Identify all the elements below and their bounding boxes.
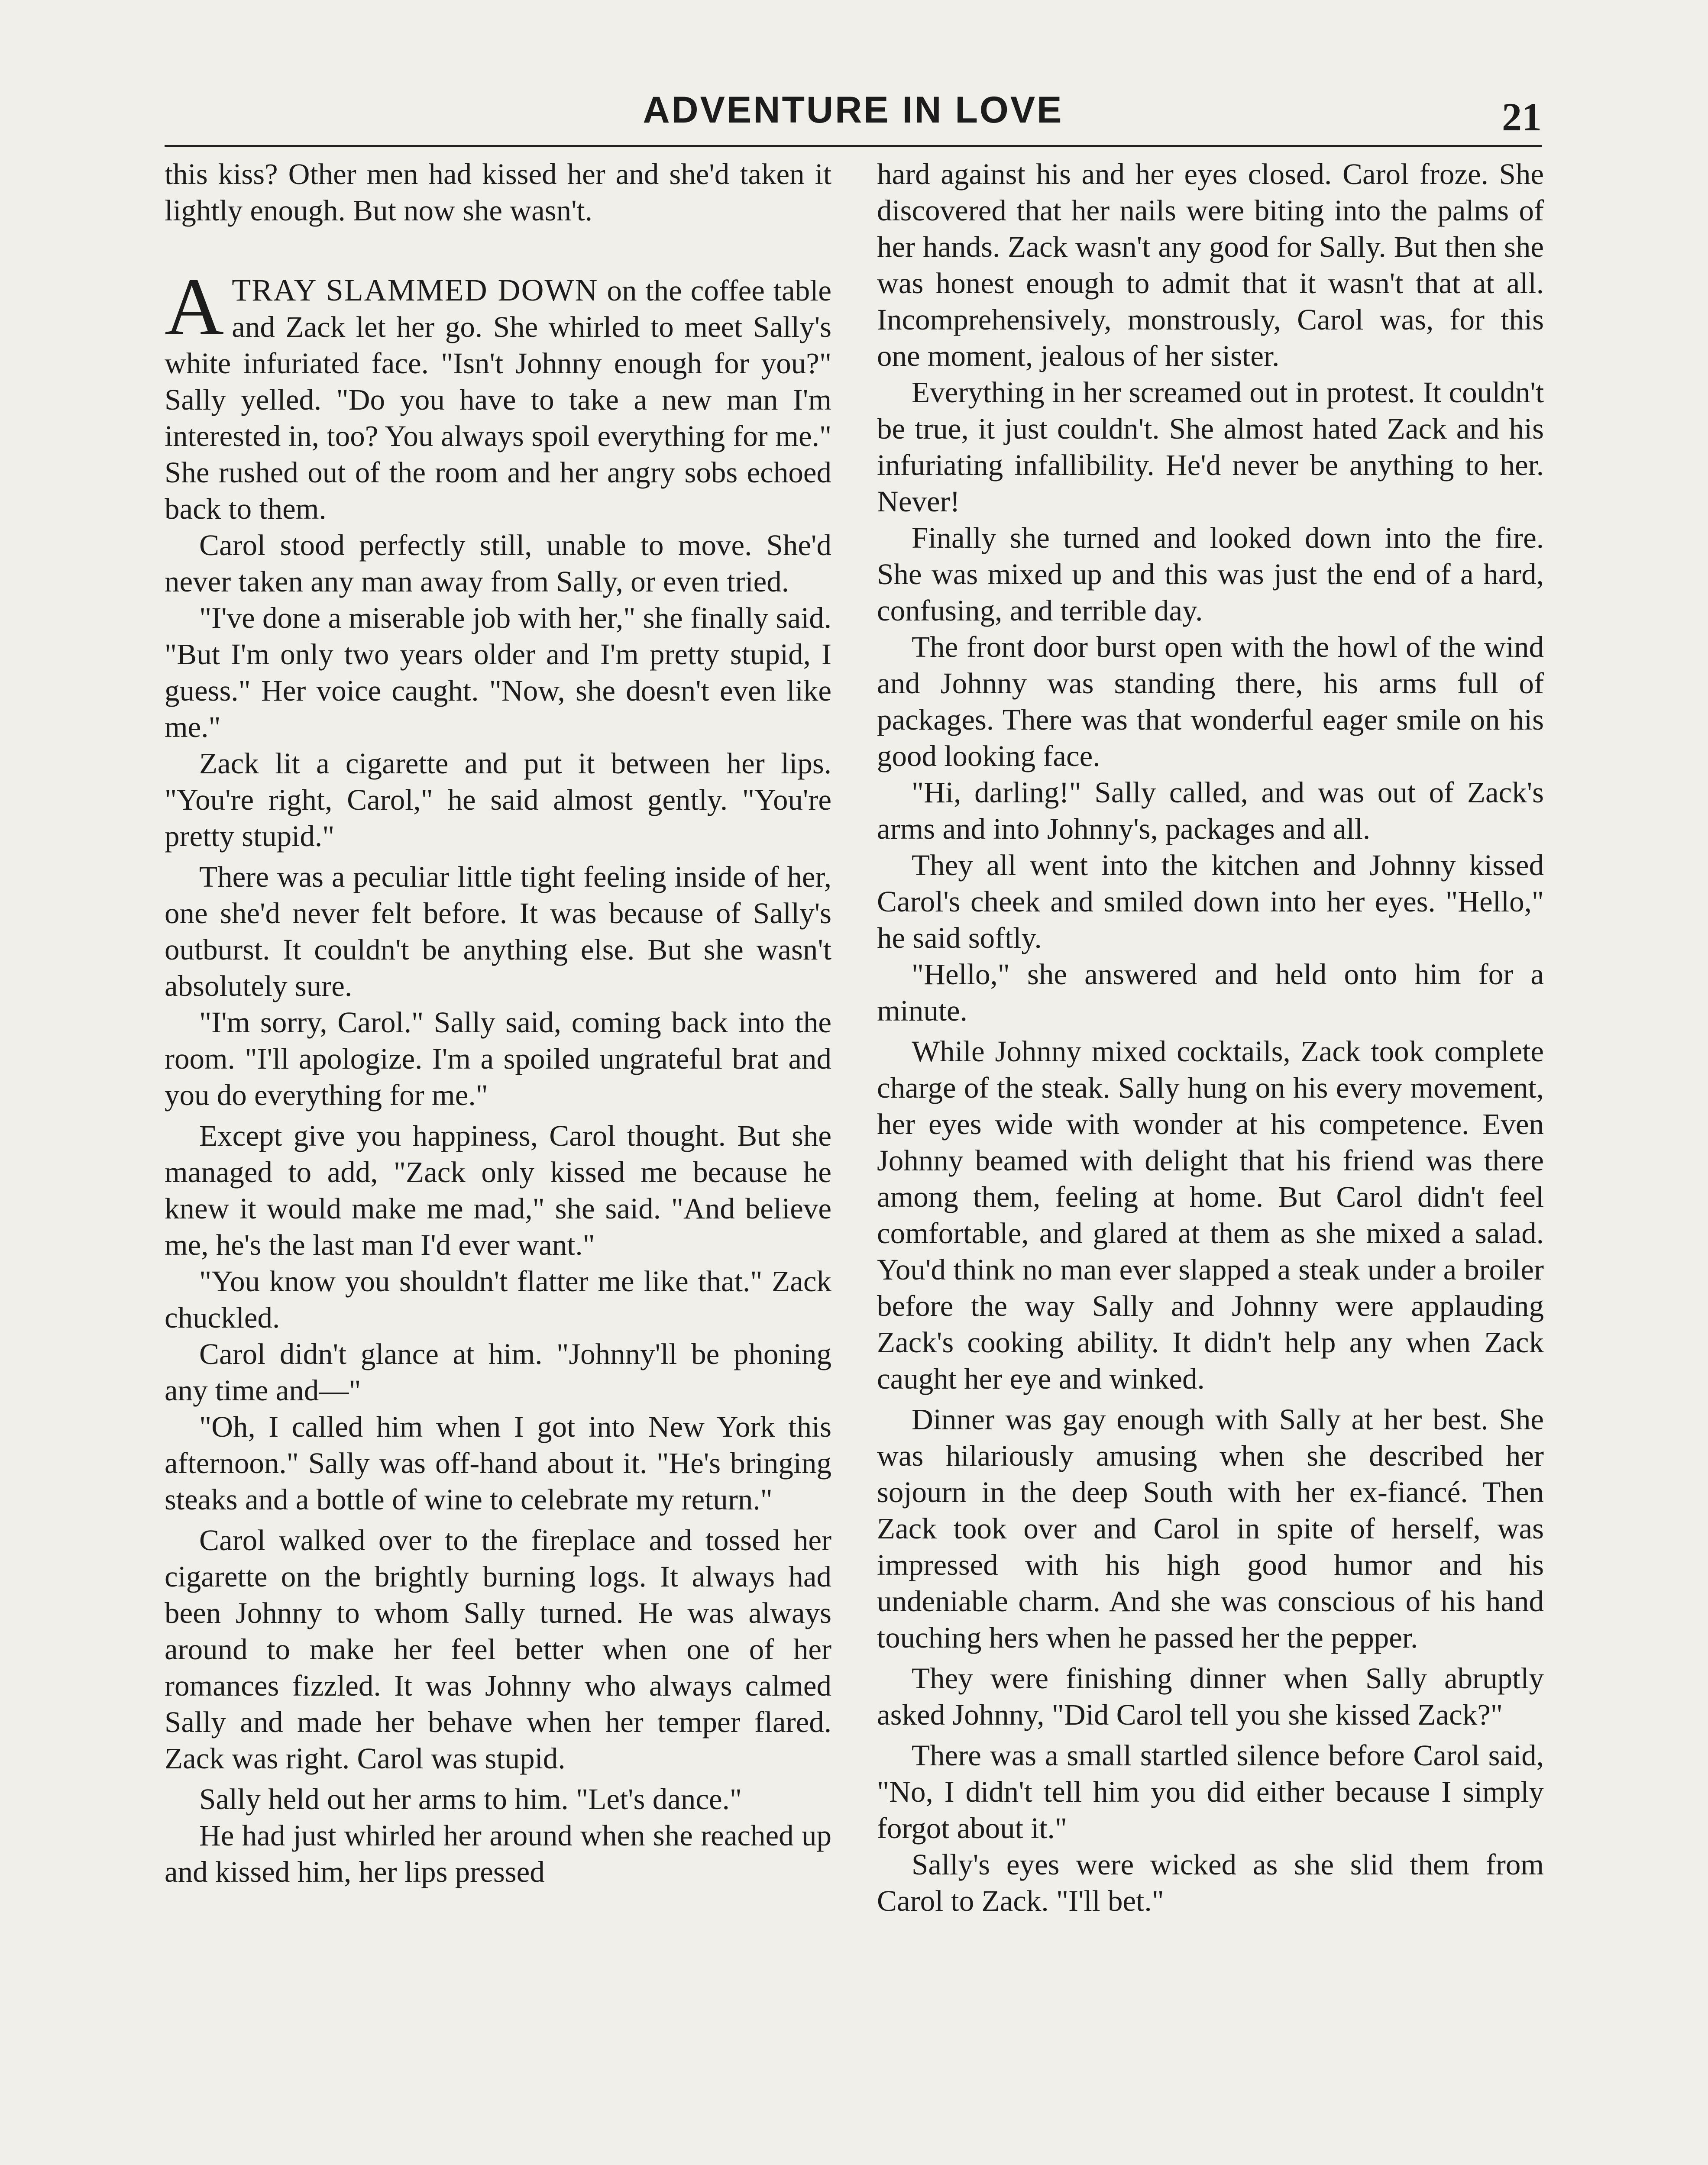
paragraph: Finally she turned and looked down into the fire. She was mixed up and this was just the end of a hard, confusing, and terrible day. — [877, 521, 1544, 627]
paragraph: Carol didn't glance at him. "Johnny'll be phoning any time and—" — [165, 1338, 831, 1407]
paragraph: While Johnny mixed cocktails, Zack took complete charge of the steak. Sally hung on his every movement, her eyes wide with wonder at his competence. Even Johnny beamed with delight that his friend was there among them, feeling at home. But Carol didn't feel comfortable, and glared at them as she mixed a salad. You'd think no man ever slapped a steak under a broiler before the way Sally and Johnny were applauding Zack's cooking ability. It didn't help any when Zack caught her eye and winked. — [877, 1035, 1544, 1395]
paragraph: Sally held out her arms to him. "Let's dance." — [199, 1783, 742, 1816]
paragraph: this kiss? Other men had kissed her and she'd taken it lightly enough. But now she wasn't. — [165, 158, 831, 227]
paragraph: "I've done a miserable job with her," she finally said. "But I'm only two years older and I'm pretty stupid, I guess." Her voice caught. "Now, she doesn't even like me." — [165, 601, 831, 743]
paragraph-text: on the coffee table and Zack let her go. She whirled to meet Sally's white infuriated face. "Isn't Johnny enough for you?" Sally yelled. "Do you have to take a new man I'm interested in, too? You always spoil everything for me." She rushed out of the room and her angry sobs echoed back to them. — [165, 274, 831, 525]
paragraph: They all went into the kitchen and Johnny kissed Carol's cheek and smiled down into her eyes. "Hello," he said softly. — [877, 849, 1544, 954]
running-title: ADVENTURE IN LOVE — [643, 89, 1064, 131]
paragraph: There was a peculiar little tight feeling inside of her, one she'd never felt before. It was because of Sally's outburst. It couldn't be anything else. But she wasn't absolutely sure. — [165, 860, 831, 1002]
paragraph: "You know you shouldn't flatter me like that." Zack chuckled. — [165, 1265, 831, 1334]
paragraph: They were finishing dinner when Sally abruptly asked Johnny, "Did Carol tell you she kissed Zack?" — [877, 1662, 1544, 1731]
paragraph: He had just whirled her around when she reached up and kissed him, her lips pressed — [165, 1819, 831, 1888]
paragraph: Carol stood perfectly still, unable to move. She'd never taken any man away from Sally, or even tried. — [165, 529, 831, 598]
header-rule — [165, 145, 1542, 147]
paragraph: Sally's eyes were wicked as she slid them from Carol to Zack. "I'll bet." — [877, 1848, 1544, 1917]
paragraph: "Hello," she answered and held onto him for a minute. — [877, 958, 1544, 1027]
left-column — [165, 156, 831, 1890]
paragraph: There was a small startled silence before Carol said, "No, I didn't tell him you did either because I simply forgot about it." — [877, 1739, 1544, 1845]
small-caps-lead: TRAY SLAMMED DOWN — [232, 273, 598, 307]
paragraph: The front door burst open with the howl of the wind and Johnny was standing there, his arms full of packages. There was that wonderful eager smile on his good looking face. — [877, 630, 1544, 772]
drop-cap: A — [165, 262, 224, 352]
section-opening-paragraph — [165, 262, 831, 527]
paragraph: "I'm sorry, Carol." Sally said, coming back into the room. "I'll apologize. I'm a spoiled ungrateful brat and you do everything for me." — [165, 1006, 831, 1112]
paragraph: Everything in her screamed out in protest. It couldn't be true, it just couldn't. She almost hated Zack and his infuriating infallibility. He'd never be anything to her. Never! — [877, 376, 1544, 518]
paragraph: Zack lit a cigarette and put it between her lips. "You're right, Carol," he said almost gently. "You're pretty stupid." — [165, 747, 831, 853]
page-header — [165, 89, 1542, 154]
paragraph: "Oh, I called him when I got into New York this afternoon." Sally was off-hand about it. "He's bringing steaks and a bottle of wine to celebrate my return." — [165, 1410, 831, 1516]
paragraph: hard against his and her eyes closed. Carol froze. She discovered that her nails were biting into the palms of her hands. Zack wasn't any good for Sally. But then she was honest enough to admit that it wasn't that at all. Incomprehensively, monstrously, Carol was, for this one moment, jealous of her sister. — [877, 158, 1544, 372]
paragraph: Except give you happiness, Carol thought. But she managed to add, "Zack only kissed me because he knew it would make me mad," she said. "And believe me, he's the last man I'd ever want." — [165, 1119, 831, 1261]
paragraph: "Hi, darling!" Sally called, and was out of Zack's arms and into Johnny's, packages and all. — [877, 776, 1544, 845]
paragraph: Carol walked over to the fireplace and tossed her cigarette on the brightly burning logs. It always had been Johnny to whom Sally turned. He was always around to make her feel better when one of her romances fizzled. It was Johnny who always calmed Sally and made her behave when her temper flared. Zack was right. Carol was stupid. — [165, 1524, 831, 1775]
right-column — [877, 156, 1544, 1919]
paragraph: Dinner was gay enough with Sally at her best. She was hilariously amusing when she described her sojourn in the deep South with her ex-fiancé. Then Zack took over and Carol in spite of herself, was impressed with his high good humor and his undeniable charm. And she was conscious of his hand touching hers when he passed her the pepper. — [877, 1403, 1544, 1654]
page-number: 21 — [1502, 95, 1542, 139]
